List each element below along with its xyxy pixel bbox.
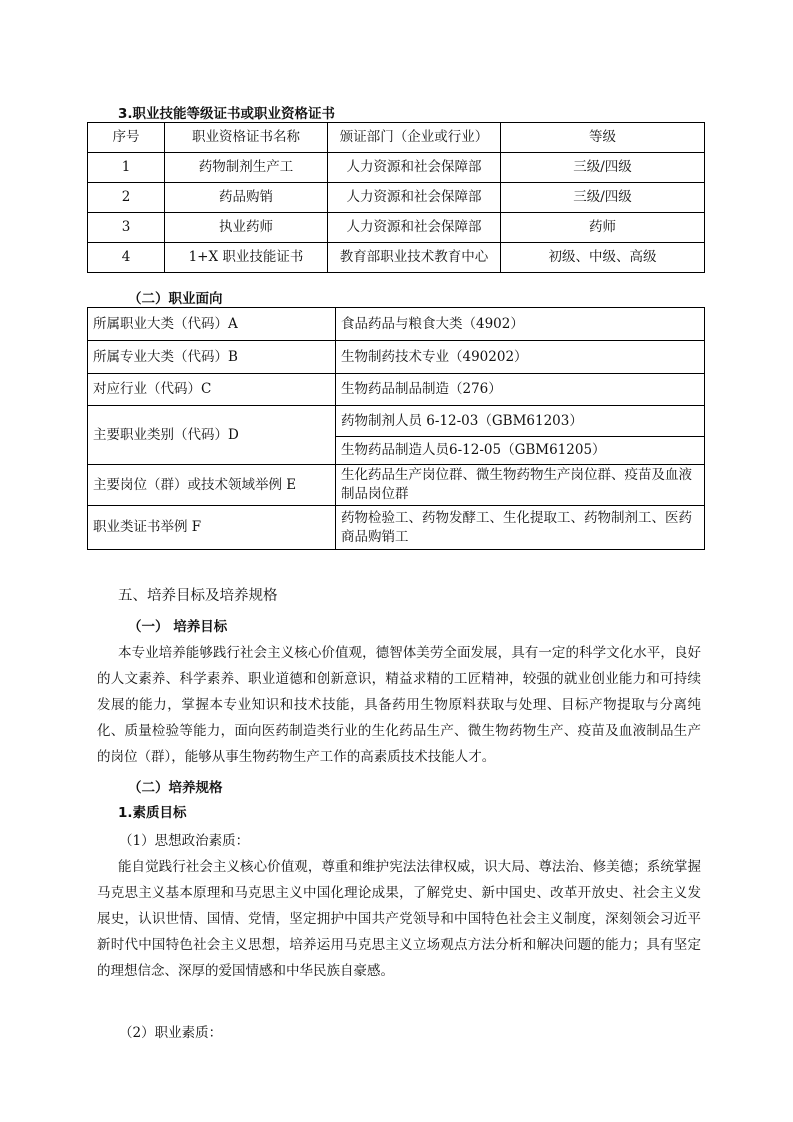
- row-label: 主要职业类别（代码）D: [88, 406, 336, 465]
- table-cell: 人力资源和社会保障部: [328, 213, 501, 243]
- professional-quality-label: （2）职业素质：: [119, 1025, 223, 1041]
- table-row: [88, 243, 705, 273]
- subsection-title-goal: （一） 培养目标: [128, 619, 228, 635]
- table-cell: 4: [88, 243, 165, 273]
- row-value: 食品药品与粮食大类（4902）: [336, 308, 705, 341]
- table-cell: 三级/四级: [501, 153, 705, 183]
- political-quality-paragraph: 能自觉践行社会主义核心价值观，尊重和维护宪法法律权威，识大局、尊法治、修美德；系统掌握马克思主义基本原理和马克思主义中国化理论成果，了解党史、新中国史、改革开放史、社会主义发展史，认识世情、国情、党情，坚定拥护中国共产党领导和中国特色社会主义制度，深刻领会习近平新时代中国特色社会主义思想，培养运用马克思主义立场观点方法分析和解决问题的能力；具有坚定的理想信念、深厚的爱国情感和中华民族自豪感。: [97, 859, 701, 979]
- table-cell: 1+X 职业技能证书: [165, 243, 328, 273]
- row-label: 所属职业大类（代码）A: [88, 308, 336, 341]
- table-cell: 药物制剂生产工: [165, 153, 328, 183]
- table-row: [88, 153, 705, 183]
- header-cell: 职业资格证书名称: [165, 123, 328, 153]
- table-cell: 人力资源和社会保障部: [328, 153, 501, 183]
- table-row: [88, 406, 705, 437]
- table-cell: 药师: [501, 213, 705, 243]
- section-title-certificates: 3.职业技能等级证书或职业资格证书: [118, 106, 336, 122]
- header-cell: 序号: [88, 123, 165, 153]
- certificate-table: [87, 122, 705, 273]
- quality-goal-title: 1.素质目标: [118, 805, 187, 821]
- table-row: [88, 213, 705, 243]
- table-cell: 执业药师: [165, 213, 328, 243]
- political-quality-label: （1）思想政治素质：: [119, 833, 250, 849]
- header-cell: 颁证部门（企业或行业）: [328, 123, 501, 153]
- table-row: [88, 506, 705, 550]
- row-value: 生物药品制造人员6-12-05（GBM61205）: [336, 437, 705, 465]
- section-title-orientation: （二）职业面向: [128, 291, 223, 307]
- row-label: 职业类证书举例 F: [88, 506, 336, 550]
- table-cell: 教育部职业技术教育中心: [328, 243, 501, 273]
- header-cell: 等级: [501, 123, 705, 153]
- table-row: [88, 183, 705, 213]
- table-row: [88, 308, 705, 341]
- section-title-training: 五、培养目标及培养规格: [118, 588, 278, 604]
- goal-paragraph: 本专业培养能够践行社会主义核心价值观，德智体美劳全面发展，具有一定的科学文化水平，良好的人文素养、科学素养、职业道德和创新意识，精益求精的工匠精神，较强的就业创业能力和可持续发展的能力，掌握本专业知识和技术技能，具备药用生物原料获取与处理、目标产物提取与分离纯化、质量检验等能力，面向医药制造类行业的生化药品生产、微生物药物生产、疫苗及血液制品生产的岗位（群），能够从事生物药物生产工作的高素质技术技能人才。: [97, 645, 701, 765]
- row-value: 药物制剂人员 6-12-03（GBM61203）: [336, 406, 705, 437]
- row-label: 主要岗位（群）或技术领域举例 E: [88, 465, 336, 506]
- table-row: [88, 374, 705, 406]
- table-row: [88, 341, 705, 374]
- table-cell: 药品购销: [165, 183, 328, 213]
- table-cell: 2: [88, 183, 165, 213]
- table-cell: 3: [88, 213, 165, 243]
- row-value: 生物制药技术专业（490202）: [336, 341, 705, 374]
- row-value: 药物检验工、药物发酵工、生化提取工、药物制剂工、医药商品购销工: [336, 506, 705, 550]
- table-cell: 人力资源和社会保障部: [328, 183, 501, 213]
- row-label: 所属专业大类（代码）B: [88, 341, 336, 374]
- table-cell: 初级、中级、高级: [501, 243, 705, 273]
- table-header-row: [88, 123, 705, 153]
- row-label: 对应行业（代码）C: [88, 374, 336, 406]
- table-cell: 1: [88, 153, 165, 183]
- table-cell: 三级/四级: [501, 183, 705, 213]
- subsection-title-spec: （二）培养规格: [128, 780, 223, 796]
- row-value: 生物药品制品制造（276）: [336, 374, 705, 406]
- row-value: 生化药品生产岗位群、微生物药物生产岗位群、疫苗及血液制品岗位群: [336, 465, 705, 506]
- orientation-table: [87, 307, 705, 550]
- table-row: [88, 465, 705, 506]
